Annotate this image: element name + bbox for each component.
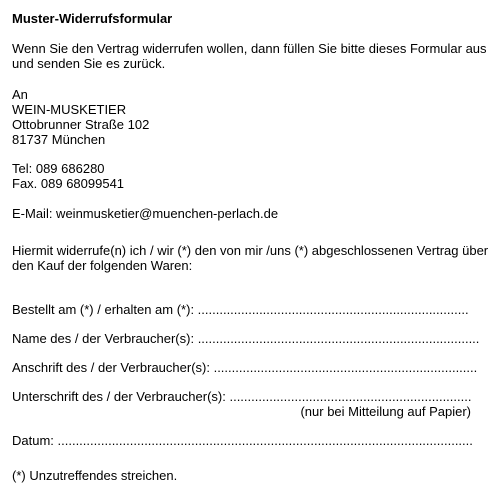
intro-line-1: Wenn Sie den Vertrag widerrufen wollen, dann füllen Sie bitte dieses Formular aus [12,41,487,56]
field-address: Anschrift des / der Verbraucher(s): ......................................................................... [12,360,478,375]
field-name: Name des / der Verbraucher(s): .............................................................................. [12,331,480,346]
contact-fax: Fax. 089 68099541 [12,176,125,191]
recipient-street: Ottobrunner Straße 102 [12,117,150,132]
intro-line-2: und senden Sie es zurück. [12,56,166,71]
declaration-line-2: den Kauf der folgenden Waren: [12,258,193,273]
footnote: (*) Unzutreffendes streichen. [12,468,178,483]
recipient-name: WEIN-MUSKETIER [12,102,127,117]
contact-tel: Tel: 089 686280 [12,161,105,176]
recipient-city: 81737 München [12,132,106,147]
field-ordered: Bestellt am (*) / erhalten am (*): ........................................................................... [12,302,469,317]
document-title: Muster-Widerrufsformular [12,11,173,26]
declaration-line-1: Hiermit widerrufe(n) ich / wir (*) den von mir /uns (*) abgeschlossenen Vertrag über [12,243,489,258]
field-date: Datum: ................................................................................................................... [12,433,473,448]
field-signature: Unterschrift des / der Verbraucher(s): ................................................................... [12,389,472,404]
contact-email: E-Mail: weinmusketier@muenchen-perlach.de [12,206,279,221]
recipient-label: An [12,87,28,102]
signature-note: (nur bei Mitteilung auf Papier) [300,404,471,419]
